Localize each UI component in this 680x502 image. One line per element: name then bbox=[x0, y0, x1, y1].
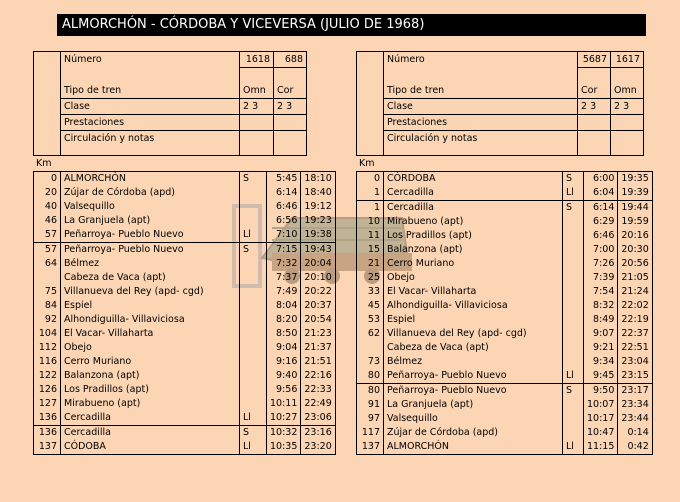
flag-cell bbox=[563, 285, 584, 299]
time-cell: 7:39 bbox=[584, 271, 618, 285]
time-cell: 7:26 bbox=[584, 257, 618, 271]
km-cell: 57 bbox=[34, 228, 61, 243]
flag-cell bbox=[240, 369, 267, 383]
flag-cell bbox=[563, 426, 584, 440]
km-cell: 62 bbox=[357, 327, 384, 341]
station-cell: Cercadilla bbox=[384, 186, 563, 201]
flag-cell bbox=[563, 299, 584, 313]
flag-cell bbox=[240, 397, 267, 411]
train-type: Cor bbox=[274, 83, 307, 99]
flag-cell bbox=[563, 257, 584, 271]
time-cell: 10:47 bbox=[584, 426, 618, 440]
flag-cell bbox=[563, 229, 584, 243]
station-cell: Villanueva del Rey (apd- cgd) bbox=[384, 327, 563, 341]
station-cell: Peñarroya- Pueblo Nuevo bbox=[61, 228, 240, 243]
km-cell: 126 bbox=[34, 383, 61, 397]
table-row bbox=[357, 440, 653, 455]
km-cell: 112 bbox=[34, 341, 61, 355]
time-cell: 22:16 bbox=[301, 369, 335, 383]
header-blank-cell bbox=[274, 68, 307, 84]
time-cell: 20:16 bbox=[618, 229, 652, 243]
station-cell: Espiel bbox=[61, 299, 240, 313]
km-cell: 11 bbox=[357, 229, 384, 243]
km-cell: 40 bbox=[34, 200, 61, 214]
time-cell: 7:00 bbox=[584, 243, 618, 257]
station-cell: Cerro Muriano bbox=[384, 257, 563, 271]
numero-label: Número bbox=[61, 52, 240, 68]
time-cell: 8:32 bbox=[584, 299, 618, 313]
time-cell: 21:37 bbox=[301, 341, 335, 355]
flag-cell bbox=[240, 313, 267, 327]
station-cell: Cercadilla bbox=[61, 411, 240, 426]
time-cell: 9:16 bbox=[267, 355, 301, 369]
header-blank-cell bbox=[611, 115, 644, 131]
time-cell: 23:04 bbox=[618, 355, 652, 369]
time-cell: 19:35 bbox=[618, 172, 652, 187]
time-cell: 20:37 bbox=[301, 299, 335, 313]
time-cell: 6:00 bbox=[584, 172, 618, 187]
train-class: 2 3 bbox=[240, 99, 274, 115]
km-cell: 136 bbox=[34, 411, 61, 426]
header-blank-cell bbox=[357, 131, 384, 156]
station-cell: La Granjuela (apt) bbox=[384, 398, 563, 412]
flag-cell bbox=[240, 285, 267, 299]
flag-cell bbox=[563, 398, 584, 412]
km-cell: 116 bbox=[34, 355, 61, 369]
header-blank-cell bbox=[274, 131, 307, 156]
time-cell: 6:56 bbox=[267, 214, 301, 228]
flag-cell bbox=[563, 243, 584, 257]
time-cell: 20:04 bbox=[301, 257, 335, 271]
station-cell: ALMORCHÓN bbox=[384, 440, 563, 455]
station-cell: Los Pradillos (apt) bbox=[61, 383, 240, 397]
station-cell: Zújar de Córdoba (apd) bbox=[384, 426, 563, 440]
flag-cell: S bbox=[240, 172, 267, 187]
km-cell: 104 bbox=[34, 327, 61, 341]
time-cell: 10:32 bbox=[267, 426, 301, 441]
prestaciones-label: Prestaciones bbox=[61, 115, 240, 131]
station-cell: Peñarroya- Pueblo Nuevo bbox=[384, 369, 563, 384]
flag-cell bbox=[240, 327, 267, 341]
time-cell: 9:34 bbox=[584, 355, 618, 369]
time-cell: 10:35 bbox=[267, 440, 301, 455]
km-cell: 122 bbox=[34, 369, 61, 383]
km-cell: 117 bbox=[357, 426, 384, 440]
header-blank-cell bbox=[357, 68, 384, 84]
circulacion-label: Circulación y notas bbox=[384, 131, 578, 156]
station-cell: Cabeza de Vaca (apt) bbox=[384, 341, 563, 355]
table-row bbox=[34, 243, 336, 258]
km-cell: 0 bbox=[34, 172, 61, 187]
km-cell: 57 bbox=[34, 243, 61, 258]
table-row bbox=[357, 341, 653, 355]
header-blank-cell bbox=[34, 131, 61, 156]
time-cell: 8:49 bbox=[584, 313, 618, 327]
time-cell: 23:17 bbox=[618, 384, 652, 399]
flag-cell bbox=[240, 271, 267, 285]
table-row bbox=[357, 426, 653, 440]
flag-cell bbox=[563, 215, 584, 229]
table-row bbox=[34, 313, 336, 327]
station-cell: CÓDOBA bbox=[61, 440, 240, 455]
time-cell: 10:11 bbox=[267, 397, 301, 411]
km-cell: 92 bbox=[34, 313, 61, 327]
time-cell: 20:30 bbox=[618, 243, 652, 257]
station-cell: El Vacar- Villaharta bbox=[61, 327, 240, 341]
km-cell: 64 bbox=[34, 257, 61, 271]
km-cell: 97 bbox=[357, 412, 384, 426]
time-cell: 20:22 bbox=[301, 285, 335, 299]
header-blank-cell bbox=[34, 52, 61, 68]
time-cell: 6:04 bbox=[584, 186, 618, 201]
table-row bbox=[357, 186, 653, 201]
time-cell: 20:56 bbox=[618, 257, 652, 271]
right-header-table bbox=[356, 51, 644, 156]
table-row bbox=[357, 271, 653, 285]
time-cell: 6:14 bbox=[267, 186, 301, 200]
flag-cell bbox=[563, 412, 584, 426]
flag-cell bbox=[240, 299, 267, 313]
time-cell: 5:45 bbox=[267, 172, 301, 187]
time-cell: 20:54 bbox=[301, 313, 335, 327]
table-row bbox=[357, 384, 653, 399]
km-cell: 91 bbox=[357, 398, 384, 412]
km-cell: 75 bbox=[34, 285, 61, 299]
flag-cell bbox=[240, 355, 267, 369]
station-cell: Cercadilla bbox=[384, 201, 563, 216]
flag-cell: S bbox=[240, 243, 267, 258]
flag-cell: S bbox=[240, 426, 267, 441]
km-cell: 33 bbox=[357, 285, 384, 299]
train-type: Omn bbox=[611, 83, 644, 99]
header-blank-cell bbox=[240, 131, 274, 156]
numero-label: Número bbox=[384, 52, 578, 68]
table-row bbox=[34, 200, 336, 214]
station-cell: Bélmez bbox=[384, 355, 563, 369]
time-cell: 22:51 bbox=[618, 341, 652, 355]
flag-cell: S bbox=[563, 201, 584, 216]
time-cell: 23:44 bbox=[618, 412, 652, 426]
time-cell: 23:06 bbox=[301, 411, 335, 426]
time-cell: 6:46 bbox=[584, 229, 618, 243]
header-blank-cell bbox=[34, 83, 61, 99]
time-cell: 0:14 bbox=[618, 426, 652, 440]
flag-cell bbox=[240, 383, 267, 397]
table-row bbox=[34, 327, 336, 341]
table-row bbox=[357, 398, 653, 412]
table-row bbox=[357, 229, 653, 243]
flag-cell bbox=[563, 341, 584, 355]
station-cell: Peñarroya- Pueblo Nuevo bbox=[384, 384, 563, 399]
time-cell: 9:45 bbox=[584, 369, 618, 384]
flag-cell bbox=[563, 271, 584, 285]
table-row bbox=[34, 228, 336, 243]
km-cell: 137 bbox=[357, 440, 384, 455]
flag-cell bbox=[240, 257, 267, 271]
train-class: 2 3 bbox=[274, 99, 307, 115]
left-header-table bbox=[33, 51, 307, 156]
flag-cell: Ll bbox=[240, 440, 267, 455]
time-cell: 19:44 bbox=[618, 201, 652, 216]
table-row bbox=[357, 327, 653, 341]
time-cell: 21:05 bbox=[618, 271, 652, 285]
table-row bbox=[34, 411, 336, 426]
table-row bbox=[357, 201, 653, 216]
train-number: 688 bbox=[274, 52, 307, 68]
table-row bbox=[34, 355, 336, 369]
station-cell: ALMORCHÓN bbox=[61, 172, 240, 187]
flag-cell: S bbox=[563, 172, 584, 187]
table-row bbox=[34, 285, 336, 299]
table-row bbox=[357, 172, 653, 187]
km-cell: 20 bbox=[34, 186, 61, 200]
time-cell: 18:40 bbox=[301, 186, 335, 200]
table-row bbox=[34, 426, 336, 441]
page-title: ALMORCHÓN - CÓRDOBA Y VICEVERSA (JULIO DE 1968) bbox=[57, 14, 646, 36]
train-number: 1617 bbox=[611, 52, 644, 68]
time-cell: 18:10 bbox=[301, 172, 335, 187]
time-cell: 6:46 bbox=[267, 200, 301, 214]
time-cell: 7:15 bbox=[267, 243, 301, 258]
time-cell: 6:29 bbox=[584, 215, 618, 229]
time-cell: 22:02 bbox=[618, 299, 652, 313]
km-cell: 10 bbox=[357, 215, 384, 229]
tipo-label: Tipo de tren bbox=[384, 83, 578, 99]
table-row bbox=[357, 299, 653, 313]
table-row bbox=[34, 257, 336, 271]
km-cell bbox=[34, 271, 61, 285]
station-cell: Peñarroya- Pueblo Nuevo bbox=[61, 243, 240, 258]
time-cell: 23:34 bbox=[618, 398, 652, 412]
km-cell: 21 bbox=[357, 257, 384, 271]
station-cell: Bélmez bbox=[61, 257, 240, 271]
time-cell: 10:27 bbox=[267, 411, 301, 426]
header-blank-cell bbox=[357, 115, 384, 131]
prestaciones-label: Prestaciones bbox=[384, 115, 578, 131]
time-cell: 19:59 bbox=[618, 215, 652, 229]
station-cell: Obejo bbox=[61, 341, 240, 355]
station-cell: Cerro Muriano bbox=[61, 355, 240, 369]
km-cell: 15 bbox=[357, 243, 384, 257]
time-cell: 7:49 bbox=[267, 285, 301, 299]
time-cell: 20:10 bbox=[301, 271, 335, 285]
station-cell: Los Pradillos (apt) bbox=[384, 229, 563, 243]
station-cell: Balanzona (apt) bbox=[384, 243, 563, 257]
flag-cell bbox=[563, 313, 584, 327]
table-row bbox=[357, 313, 653, 327]
time-cell: 0:42 bbox=[618, 440, 652, 455]
time-cell: 23:16 bbox=[301, 426, 335, 441]
table-row bbox=[357, 243, 653, 257]
flag-cell: S bbox=[563, 384, 584, 399]
km-cell: 0 bbox=[357, 172, 384, 187]
time-cell: 8:20 bbox=[267, 313, 301, 327]
time-cell: 9:04 bbox=[267, 341, 301, 355]
table-row bbox=[34, 214, 336, 228]
flag-cell: Ll bbox=[563, 440, 584, 455]
time-cell: 23:15 bbox=[618, 369, 652, 384]
table-row bbox=[357, 412, 653, 426]
station-cell: Obejo bbox=[384, 271, 563, 285]
table-row bbox=[34, 397, 336, 411]
km-cell: 1 bbox=[357, 186, 384, 201]
km-label-left: Km bbox=[36, 158, 52, 169]
time-cell: 7:10 bbox=[267, 228, 301, 243]
table-row bbox=[357, 355, 653, 369]
header-blank-cell bbox=[61, 68, 240, 84]
time-cell: 8:04 bbox=[267, 299, 301, 313]
km-cell: 80 bbox=[357, 369, 384, 384]
table-row bbox=[357, 285, 653, 299]
km-cell: 136 bbox=[34, 426, 61, 441]
time-cell: 19:43 bbox=[301, 243, 335, 258]
flag-cell bbox=[563, 327, 584, 341]
station-cell: Valsequillo bbox=[61, 200, 240, 214]
table-row bbox=[34, 271, 336, 285]
km-cell: 46 bbox=[34, 214, 61, 228]
time-cell: 23:20 bbox=[301, 440, 335, 455]
time-cell: 22:49 bbox=[301, 397, 335, 411]
km-cell: 127 bbox=[34, 397, 61, 411]
table-row bbox=[34, 440, 336, 455]
time-cell: 22:37 bbox=[618, 327, 652, 341]
flag-cell: Ll bbox=[240, 228, 267, 243]
time-cell: 22:19 bbox=[618, 313, 652, 327]
header-blank-cell bbox=[578, 131, 611, 156]
station-cell: CÓRDOBA bbox=[384, 172, 563, 187]
time-cell: 9:40 bbox=[267, 369, 301, 383]
time-cell: 21:24 bbox=[618, 285, 652, 299]
train-class: 2 3 bbox=[611, 99, 644, 115]
station-cell: Mirabueno (apt) bbox=[61, 397, 240, 411]
time-cell: 10:07 bbox=[584, 398, 618, 412]
station-cell: La Granjuela (apt) bbox=[61, 214, 240, 228]
time-cell: 21:51 bbox=[301, 355, 335, 369]
header-blank-cell bbox=[611, 131, 644, 156]
time-cell: 6:14 bbox=[584, 201, 618, 216]
time-cell: 7:54 bbox=[584, 285, 618, 299]
flag-cell bbox=[240, 341, 267, 355]
header-blank-cell bbox=[34, 99, 61, 115]
time-cell: 9:56 bbox=[267, 383, 301, 397]
km-cell: 80 bbox=[357, 384, 384, 399]
station-cell: Balanzona (apt) bbox=[61, 369, 240, 383]
km-cell: 45 bbox=[357, 299, 384, 313]
clase-label: Clase bbox=[61, 99, 240, 115]
header-blank-cell bbox=[611, 68, 644, 84]
table-row bbox=[34, 383, 336, 397]
header-blank-cell bbox=[357, 99, 384, 115]
header-blank-cell bbox=[357, 83, 384, 99]
time-cell: 22:33 bbox=[301, 383, 335, 397]
flag-cell bbox=[563, 355, 584, 369]
station-cell: Villanueva del Rey (apd- cgd) bbox=[61, 285, 240, 299]
table-row bbox=[34, 172, 336, 187]
time-cell: 10:17 bbox=[584, 412, 618, 426]
right-timetable bbox=[356, 171, 653, 455]
table-row bbox=[34, 369, 336, 383]
time-cell: 19:39 bbox=[618, 186, 652, 201]
flag-cell bbox=[240, 200, 267, 214]
km-cell: 25 bbox=[357, 271, 384, 285]
time-cell: 21:23 bbox=[301, 327, 335, 341]
flag-cell: Ll bbox=[563, 369, 584, 384]
time-cell: 8:50 bbox=[267, 327, 301, 341]
station-cell: Valsequillo bbox=[384, 412, 563, 426]
circulacion-label: Circulación y notas bbox=[61, 131, 240, 156]
table-row bbox=[34, 186, 336, 200]
clase-label: Clase bbox=[384, 99, 578, 115]
km-cell: 53 bbox=[357, 313, 384, 327]
station-cell: Espiel bbox=[384, 313, 563, 327]
station-cell: Alhondiguilla- Villaviciosa bbox=[61, 313, 240, 327]
table-row bbox=[34, 299, 336, 313]
header-blank-cell bbox=[274, 115, 307, 131]
header-blank-cell bbox=[34, 68, 61, 84]
flag-cell bbox=[240, 214, 267, 228]
train-class: 2 3 bbox=[578, 99, 611, 115]
km-cell: 84 bbox=[34, 299, 61, 313]
header-blank-cell bbox=[240, 115, 274, 131]
time-cell: 9:50 bbox=[584, 384, 618, 399]
km-cell bbox=[357, 341, 384, 355]
header-blank-cell bbox=[578, 115, 611, 131]
flag-cell: Ll bbox=[240, 411, 267, 426]
header-blank-cell bbox=[34, 115, 61, 131]
table-row bbox=[357, 369, 653, 384]
station-cell: El Vacar- Villaharta bbox=[384, 285, 563, 299]
flag-cell bbox=[240, 186, 267, 200]
time-cell: 9:21 bbox=[584, 341, 618, 355]
station-cell: Mirabueno (apt) bbox=[384, 215, 563, 229]
time-cell: 19:23 bbox=[301, 214, 335, 228]
km-cell: 1 bbox=[357, 201, 384, 216]
time-cell: 11:15 bbox=[584, 440, 618, 455]
km-label-right: Km bbox=[359, 158, 375, 169]
header-blank-cell bbox=[384, 68, 578, 84]
time-cell: 7:37 bbox=[267, 271, 301, 285]
train-type: Cor bbox=[578, 83, 611, 99]
time-cell: 7:32 bbox=[267, 257, 301, 271]
flag-cell: Ll bbox=[563, 186, 584, 201]
station-cell: Alhondiguilla- Villaviciosa bbox=[384, 299, 563, 313]
km-cell: 137 bbox=[34, 440, 61, 455]
header-blank-cell bbox=[240, 68, 274, 84]
time-cell: 19:12 bbox=[301, 200, 335, 214]
train-type: Omn bbox=[240, 83, 274, 99]
table-row bbox=[34, 341, 336, 355]
left-timetable bbox=[33, 171, 336, 455]
train-number: 5687 bbox=[578, 52, 611, 68]
time-cell: 9:07 bbox=[584, 327, 618, 341]
header-blank-cell bbox=[357, 52, 384, 68]
tipo-label: Tipo de tren bbox=[61, 83, 240, 99]
header-blank-cell bbox=[578, 68, 611, 84]
km-cell: 73 bbox=[357, 355, 384, 369]
station-cell: Cercadilla bbox=[61, 426, 240, 441]
time-cell: 19:38 bbox=[301, 228, 335, 243]
table-row bbox=[357, 257, 653, 271]
station-cell: Cabeza de Vaca (apt) bbox=[61, 271, 240, 285]
station-cell: Zújar de Córdoba (apd) bbox=[61, 186, 240, 200]
table-row bbox=[357, 215, 653, 229]
train-number: 1618 bbox=[240, 52, 274, 68]
